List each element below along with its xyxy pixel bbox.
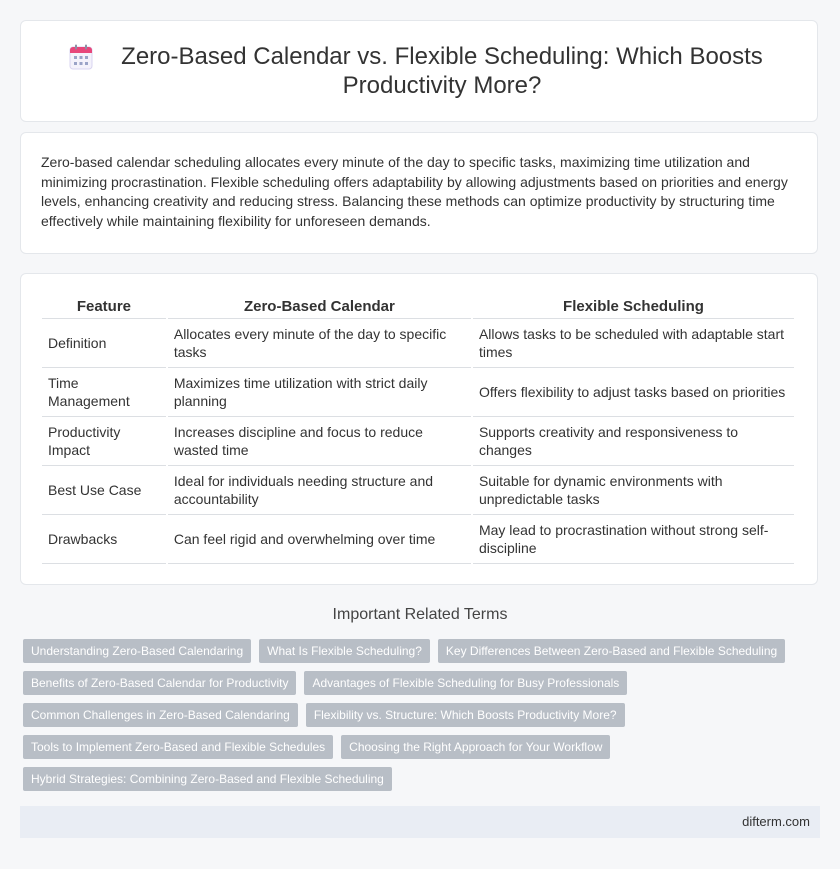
table-cell-zero-based: Allocates every minute of the day to specific tasks [168, 319, 471, 368]
comparison-table-card [20, 273, 818, 585]
table-cell-flexible: Supports creativity and responsiveness to changes [473, 417, 794, 466]
tag-row [23, 671, 823, 695]
table-header-row [42, 295, 794, 319]
intro-card [20, 132, 818, 254]
related-term-link[interactable]: What Is Flexible Scheduling? [259, 639, 430, 663]
column-header-flexible: Flexible Scheduling [473, 295, 794, 319]
table-row [42, 515, 794, 564]
table-cell-flexible: Offers flexibility to adjust tasks based on priorities [473, 368, 794, 417]
related-terms-list [23, 639, 823, 799]
column-header-feature: Feature [42, 295, 166, 319]
table-cell-feature: Best Use Case [42, 466, 166, 515]
column-header-zero-based: Zero-Based Calendar [168, 295, 471, 319]
related-term-link[interactable]: Advantages of Flexible Scheduling for Busy Professionals [304, 671, 627, 695]
comparison-table [40, 295, 796, 564]
table-row [42, 319, 794, 368]
table-cell-feature: Time Management [42, 368, 166, 417]
table-cell-zero-based: Can feel rigid and overwhelming over time [168, 515, 471, 564]
table-cell-flexible: Suitable for dynamic environments with unpredictable tasks [473, 466, 794, 515]
table-cell-feature: Productivity Impact [42, 417, 166, 466]
page-title: Zero-Based Calendar vs. Flexible Scheduling: Which Boosts Productivity More? [121, 43, 763, 99]
site-link[interactable]: difterm.com [742, 814, 810, 829]
related-term-link[interactable]: Understanding Zero-Based Calendaring [23, 639, 251, 663]
related-term-link[interactable]: Benefits of Zero-Based Calendar for Productivity [23, 671, 296, 695]
title-card [20, 20, 818, 122]
calendar-icon [69, 44, 93, 70]
title-wrap [69, 42, 769, 100]
table-cell-zero-based: Increases discipline and focus to reduce wasted time [168, 417, 471, 466]
related-term-link[interactable]: Hybrid Strategies: Combining Zero-Based and Flexible Scheduling [23, 767, 392, 791]
tag-row [23, 703, 823, 727]
table-row [42, 417, 794, 466]
table-cell-feature: Drawbacks [42, 515, 166, 564]
related-term-link[interactable]: Choosing the Right Approach for Your Workflow [341, 735, 610, 759]
related-term-link[interactable]: Key Differences Between Zero-Based and Flexible Scheduling [438, 639, 785, 663]
tag-row [23, 735, 823, 759]
intro-paragraph: Zero-based calendar scheduling allocates every minute of the day to specific tasks, maximizing time utilization and minimizing procrastination. Flexible scheduling offers adaptability by allowing adjustments based on priorities and energy levels, enhancing creativity and reducing stress. Balancing these methods can optimize productivity by structuring time effectively while maintaining flexibility for unforeseen demands. [41, 154, 788, 229]
footer [20, 806, 820, 838]
tag-row [23, 639, 823, 663]
table-cell-feature: Definition [42, 319, 166, 368]
table-row [42, 368, 794, 417]
table-cell-zero-based: Maximizes time utilization with strict daily planning [168, 368, 471, 417]
table-row [42, 466, 794, 515]
related-term-link[interactable]: Tools to Implement Zero-Based and Flexible Schedules [23, 735, 333, 759]
related-terms-heading: Important Related Terms [332, 606, 508, 623]
table-cell-flexible: May lead to procrastination without strong self-discipline [473, 515, 794, 564]
related-term-link[interactable]: Common Challenges in Zero-Based Calendaring [23, 703, 298, 727]
tag-row [23, 767, 823, 791]
table-cell-zero-based: Ideal for individuals needing structure and accountability [168, 466, 471, 515]
table-cell-flexible: Allows tasks to be scheduled with adaptable start times [473, 319, 794, 368]
related-term-link[interactable]: Flexibility vs. Structure: Which Boosts Productivity More? [306, 703, 625, 727]
